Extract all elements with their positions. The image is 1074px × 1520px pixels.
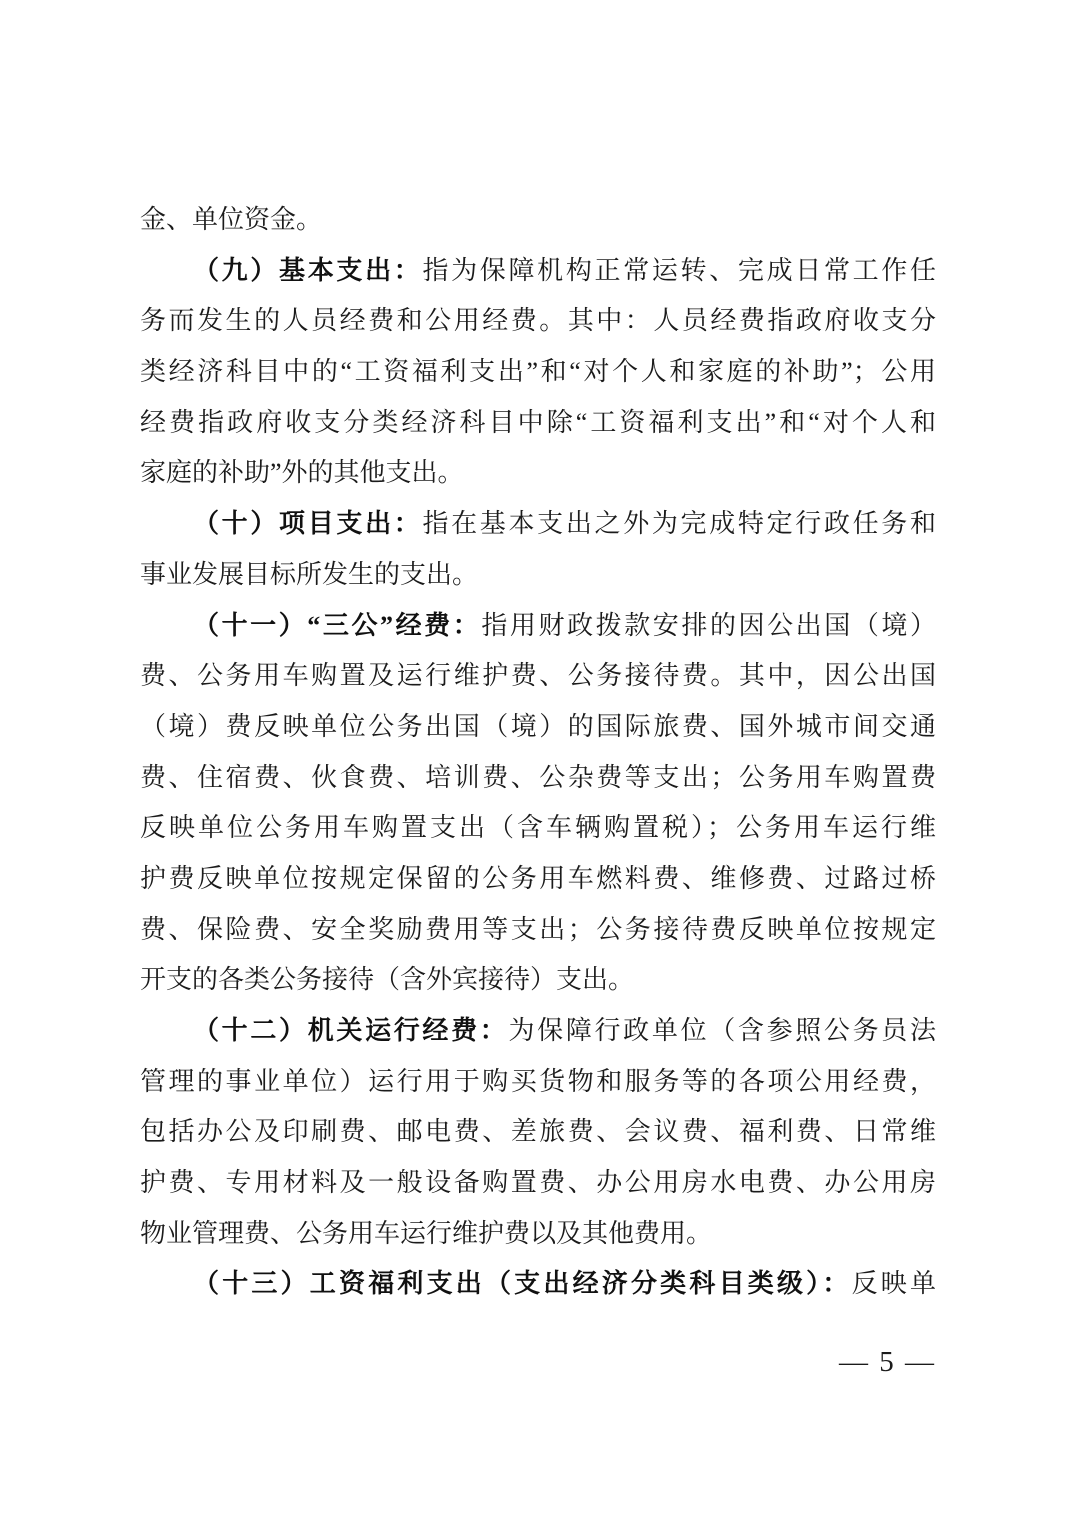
text-line xyxy=(140,803,936,854)
line-text: 指用财政拨款安排的因公出国（境） xyxy=(481,610,936,640)
text-line xyxy=(140,955,936,1006)
line-text: 管理的事业单位）运行用于购买货物和服务等的各项公用经费， xyxy=(140,1066,936,1096)
text-line xyxy=(140,398,936,449)
paragraph-lead: （十）项目支出： xyxy=(193,509,423,539)
text-line xyxy=(140,1158,936,1209)
line-text: 为保障行政单位（含参照公务员法 xyxy=(508,1016,936,1045)
line-text: 类经济科目中的“工资福利支出”和“对个人和家庭的补助”；公用 xyxy=(140,357,936,387)
line-text: 物业管理费、公务用车运行维护费以及其他费用。 xyxy=(140,1218,713,1248)
text-line xyxy=(140,651,936,702)
document-body xyxy=(140,195,936,1310)
text-line xyxy=(140,1209,936,1260)
paragraph-lead: （九）基本支出： xyxy=(193,255,423,285)
text-line xyxy=(140,347,936,398)
line-text: 指在基本支出之外为完成特定行政任务和 xyxy=(422,509,936,539)
line-text: 反映单位公务用车购置支出（含车辆购置税）；公务用车运行维 xyxy=(140,813,936,843)
line-text: 护费反映单位按规定保留的公务用车燃料费、维修费、过路过桥 xyxy=(140,863,936,893)
line-text: 家庭的补助”外的其他支出。 xyxy=(140,458,464,488)
text-line xyxy=(140,1259,936,1310)
paragraph-lead: （十三）工资福利支出（支出经济分类科目类级）： xyxy=(193,1269,852,1299)
line-text: 反映单 xyxy=(851,1269,936,1299)
text-line xyxy=(140,1107,936,1158)
line-text: 费、住宿费、伙食费、培训费、公杂费等支出；公务用车购置费 xyxy=(140,762,936,792)
line-text: 费、保险费、安全奖励费用等支出；公务接待费反映单位按规定 xyxy=(140,914,936,944)
line-text: 费、公务用车购置及运行维护费、公务接待费。其中，因公出国 xyxy=(140,661,936,691)
text-line xyxy=(140,601,936,652)
text-line xyxy=(140,246,936,297)
text-line xyxy=(140,550,936,601)
paragraph-lead: （十一）“三公”经费： xyxy=(193,610,482,640)
text-line xyxy=(140,702,936,753)
text-line xyxy=(140,448,936,499)
line-text: 包括办公及印刷费、邮电费、差旅费、会议费、福利费、日常维 xyxy=(140,1117,936,1147)
line-text: 金、单位资金。 xyxy=(140,205,323,234)
text-line xyxy=(140,854,936,905)
text-line xyxy=(140,753,936,804)
page-number: — 5 — xyxy=(839,1346,936,1378)
line-text: 护费、专用材料及一般设备购置费、办公用房水电费、办公用房 xyxy=(140,1168,936,1198)
line-text: 经费指政府收支分类经济科目中除“工资福利支出”和“对个人和 xyxy=(140,407,936,437)
text-line xyxy=(140,195,936,246)
text-line xyxy=(140,296,936,347)
line-text: 务而发生的人员经费和公用经费。其中：人员经费指政府收支分 xyxy=(140,306,936,336)
text-line xyxy=(140,499,936,550)
line-text: 事业发展目标所发生的支出。 xyxy=(140,559,479,589)
line-text: （境）费反映单位公务出国（境）的国际旅费、国外城市间交通 xyxy=(140,711,936,741)
line-text: 开支的各类公务接待（含外宾接待）支出。 xyxy=(140,965,635,995)
paragraph-lead: （十二）机关运行经费： xyxy=(193,1016,509,1045)
text-line xyxy=(140,1006,936,1057)
text-line xyxy=(140,1057,936,1108)
line-text: 指为保障机构正常运转、完成日常工作任 xyxy=(422,255,936,285)
text-line xyxy=(140,905,936,956)
